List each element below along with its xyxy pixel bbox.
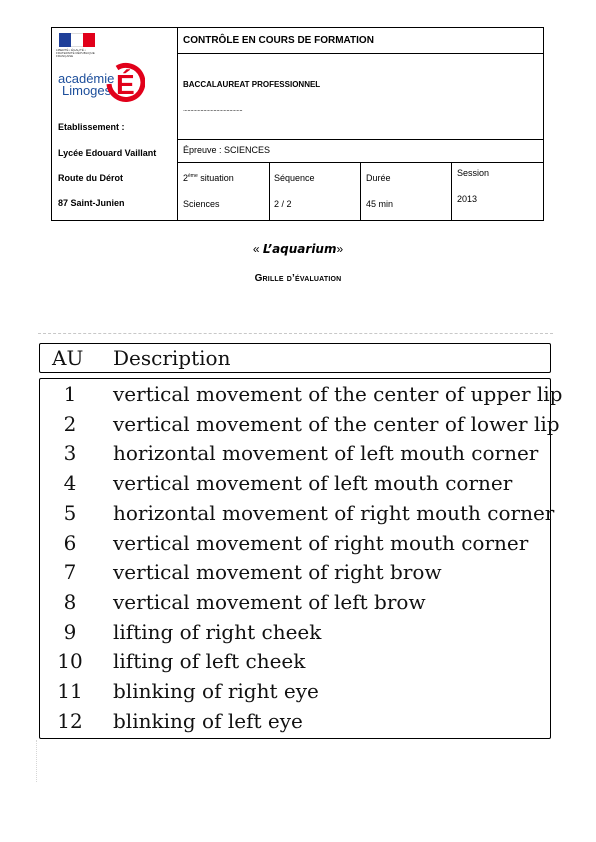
table-row <box>40 590 550 618</box>
table-row <box>40 500 555 529</box>
table-row <box>40 441 550 469</box>
au-number: 11 <box>57 679 83 703</box>
au-description: blinking of left eye <box>113 708 303 733</box>
sequence-value: 2 / 2 <box>274 199 292 209</box>
au-number: 10 <box>57 649 83 674</box>
au-number: 7 <box>63 560 77 585</box>
school-name: Lycée Edouard Vaillant <box>58 148 157 158</box>
page-title: « L’aquarium» <box>252 242 344 256</box>
republique-flag-icon <box>59 33 95 47</box>
table-row <box>40 411 560 440</box>
table-row <box>40 531 550 559</box>
au-table-header <box>39 343 551 373</box>
table-row <box>40 560 550 588</box>
au-description: lifting of left cheek <box>113 649 306 674</box>
duree-value: 45 min <box>366 199 394 209</box>
au-description: vertical movement of right mouth corner <box>113 530 529 555</box>
au-description: horizontal movement of right mouth corner <box>113 500 555 525</box>
au-table-body <box>39 378 563 739</box>
city-address: 87 Saint-Junien <box>58 198 125 208</box>
au-number: 5 <box>63 500 77 525</box>
school-column <box>52 28 178 220</box>
au-description: horizontal movement of left mouth corner <box>113 441 539 466</box>
academy-logo-icon <box>103 58 145 106</box>
table-row <box>40 471 550 499</box>
scan-artifact <box>38 333 553 335</box>
etablissement-label: Etablissement : <box>58 122 125 132</box>
activity-name: L’aquarium <box>262 242 337 256</box>
au-description: vertical movement of the center of lower lip <box>113 411 560 436</box>
au-description: vertical movement of left mouth corner <box>113 471 513 496</box>
academy-name: académie Limoges <box>58 71 115 98</box>
au-number: 4 <box>63 471 77 496</box>
au-description: lifting of right cheek <box>113 619 322 644</box>
bac-title: BACCALAUREAT PROFESSIONNEL <box>183 80 321 89</box>
sequence-label: Séquence <box>274 173 315 183</box>
street-address: Route du Dérot <box>58 173 123 183</box>
au-number: 2 <box>63 411 77 436</box>
page-subtitle: Grille d’évaluation <box>254 273 342 284</box>
duree-label: Durée <box>366 173 391 183</box>
au-description: blinking of right eye <box>113 679 319 703</box>
table-row <box>40 382 563 410</box>
au-number: 6 <box>63 530 77 555</box>
table-row <box>40 649 550 677</box>
au-number: 3 <box>63 441 77 466</box>
table-row <box>40 709 550 737</box>
au-number: 12 <box>57 708 83 733</box>
au-description: vertical movement of left brow <box>113 589 426 614</box>
scan-artifact <box>36 740 38 782</box>
col-au-header: AU <box>52 346 84 370</box>
table-row <box>40 620 550 648</box>
header-table <box>51 27 544 221</box>
republique-text: LIBERTÉ • ÉGALITÉ • FRATERNITÉ RÉPUBLIQUE FRANÇAISE <box>56 48 95 58</box>
controle-title: CONTRÔLE EN COURS DE FORMATION <box>183 35 374 46</box>
col-description-header: Description <box>113 346 231 370</box>
epreuve-label: Épreuve : SCIENCES <box>183 145 271 155</box>
academy-letter: É <box>116 69 135 100</box>
dotted-line: ......................................... <box>183 106 243 113</box>
situation-subject: Sciences <box>183 199 220 209</box>
session-label: Session <box>457 168 490 178</box>
table-row <box>40 679 550 707</box>
au-number: 8 <box>63 589 77 614</box>
au-description: vertical movement of right brow <box>113 560 442 585</box>
au-number: 1 <box>63 382 77 406</box>
situation-label: 2ème situation <box>183 173 234 183</box>
au-description: vertical movement of the center of upper lip <box>113 382 563 406</box>
session-value: 2013 <box>457 194 478 204</box>
au-number: 9 <box>63 619 77 644</box>
